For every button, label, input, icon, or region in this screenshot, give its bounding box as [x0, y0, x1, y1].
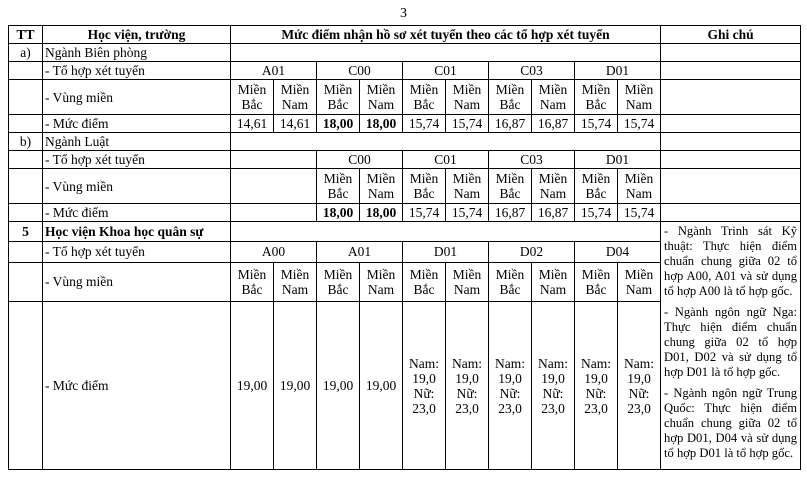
region-south: Miền Nam [274, 262, 317, 301]
score-nam: Nam: 19,0 [581, 355, 611, 386]
score-split-cell [489, 302, 532, 470]
note-item: - Ngành Trinh sát Kỹ thuật: Thực hiện điểm chuẩn chung giữa 02 tổ hợp A00, A01 và sử dụng tổ hợp A00 là tổ hợp gốc. [664, 224, 798, 298]
region-south: Miền Nam [360, 80, 403, 115]
score-cell: 15,74 [575, 204, 618, 222]
header-tt: TT [9, 26, 43, 44]
region-label: - Vùng miền [43, 262, 231, 301]
score-nam: Nam: 19,0 [452, 355, 482, 386]
score-cell: 14,61 [231, 115, 274, 133]
major-name: Ngành Luật [43, 133, 231, 151]
score-cell: 15,74 [446, 204, 489, 222]
header-score: Mức điểm nhận hồ sơ xét tuyển theo các tổ hợp xét tuyển [231, 26, 661, 44]
score-cell: 14,61 [274, 115, 317, 133]
score-nu: Nữ: 23,0 [412, 385, 436, 416]
combo-cell: C03 [489, 62, 575, 80]
score-split-cell [532, 302, 575, 470]
score-cell: 18,00 [360, 115, 403, 133]
header-note: Ghi chú [661, 26, 801, 44]
region-south: Miền Nam [274, 80, 317, 115]
page-number: 3 [400, 6, 407, 21]
region-south: Miền Nam [360, 262, 403, 301]
score-cell: 16,87 [489, 115, 532, 133]
combo-cell: D04 [575, 242, 661, 262]
region-north: Miền Bắc [403, 262, 446, 301]
score-split-cell [403, 302, 446, 470]
score-cell: 15,74 [618, 204, 661, 222]
score-cell: 15,74 [446, 115, 489, 133]
cell-tt: b) [9, 133, 43, 151]
region-south: Miền Nam [446, 169, 489, 204]
region-south: Miền Nam [618, 80, 661, 115]
row-b-score [9, 204, 801, 222]
notes-cell [661, 222, 801, 470]
score-cell: 19,00 [317, 302, 360, 470]
combo-cell: A01 [317, 242, 403, 262]
header-row [9, 26, 801, 44]
combo-cell: C00 [317, 151, 403, 169]
score-nam: Nam: 19,0 [495, 355, 525, 386]
combo-cell: D01 [403, 242, 489, 262]
row-b-region [9, 169, 801, 204]
row-a-score [9, 115, 801, 133]
cell-tt: 5 [9, 222, 43, 242]
combo-cell: A01 [231, 62, 317, 80]
score-cell: 15,74 [618, 115, 661, 133]
combo-cell: C03 [489, 151, 575, 169]
score-nam: Nam: 19,0 [409, 355, 439, 386]
region-north: Miền Bắc [317, 169, 360, 204]
combo-cell: A00 [231, 242, 317, 262]
school-name: Học viện Khoa học quân sự [43, 222, 231, 242]
region-north: Miền Bắc [231, 262, 274, 301]
score-cell: 19,00 [274, 302, 317, 470]
score-cell: 15,74 [403, 204, 446, 222]
row-a-combo [9, 62, 801, 80]
region-north: Miền Bắc [317, 80, 360, 115]
region-south: Miền Nam [532, 169, 575, 204]
combo-label: - Tổ hợp xét tuyển [43, 242, 231, 262]
score-cell: 16,87 [489, 204, 532, 222]
combo-label: - Tổ hợp xét tuyển [43, 62, 231, 80]
region-north: Miền Bắc [231, 80, 274, 115]
region-north: Miền Bắc [489, 80, 532, 115]
region-label: - Vùng miền [43, 169, 231, 204]
score-label: - Mức điểm [43, 302, 231, 470]
score-nu: Nữ: 23,0 [627, 385, 651, 416]
score-cell: 18,00 [317, 204, 360, 222]
region-south: Miền Nam [532, 262, 575, 301]
score-label: - Mức điểm [43, 204, 231, 222]
major-name: Ngành Biên phòng [43, 44, 231, 62]
region-north: Miền Bắc [575, 262, 618, 301]
region-south: Miền Nam [618, 262, 661, 301]
score-cell: 19,00 [360, 302, 403, 470]
combo-cell: D01 [575, 62, 661, 80]
region-south: Miền Nam [618, 169, 661, 204]
combo-cell: C01 [403, 151, 489, 169]
region-north: Miền Bắc [403, 80, 446, 115]
region-south: Miền Nam [446, 262, 489, 301]
score-split-cell [446, 302, 489, 470]
score-nu: Nữ: 23,0 [541, 385, 565, 416]
row-5-title [9, 222, 801, 242]
score-cell: 16,87 [532, 204, 575, 222]
score-split-cell [618, 302, 661, 470]
region-south: Miền Nam [360, 169, 403, 204]
region-north: Miền Bắc [403, 169, 446, 204]
row-a-title [9, 44, 801, 62]
note-item: - Ngành ngôn ngữ Nga: Thực hiện điểm chuẩn chung giữa 02 tổ hợp D01, D02 và sử dụng tổ hợp D01 là tổ hợp gốc. [664, 305, 798, 379]
combo-cell: C01 [403, 62, 489, 80]
combo-label: - Tổ hợp xét tuyển [43, 151, 231, 169]
score-nam: Nam: 19,0 [538, 355, 568, 386]
region-north: Miền Bắc [575, 80, 618, 115]
score-nu: Nữ: 23,0 [584, 385, 608, 416]
region-north: Miền Bắc [317, 262, 360, 301]
region-south: Miền Nam [532, 80, 575, 115]
score-cell: 15,74 [403, 115, 446, 133]
score-nu: Nữ: 23,0 [498, 385, 522, 416]
combo-cell: D02 [489, 242, 575, 262]
combo-cell: D01 [575, 151, 661, 169]
region-north: Miền Bắc [489, 169, 532, 204]
admission-score-table [8, 25, 801, 470]
combo-cell: C00 [317, 62, 403, 80]
score-cell: 15,74 [575, 115, 618, 133]
note-item: - Ngành ngôn ngữ Trung Quốc: Thực hiện điểm chuẩn chung giữa 02 tổ hợp D01, D04 và sử dụng tổ hợp D01 là tổ hợp gốc. [664, 386, 798, 460]
score-cell: 19,00 [231, 302, 274, 470]
row-b-combo [9, 151, 801, 169]
region-north: Miền Bắc [489, 262, 532, 301]
score-split-cell [575, 302, 618, 470]
score-cell: 16,87 [532, 115, 575, 133]
region-north: Miền Bắc [575, 169, 618, 204]
header-school: Học viện, trường [43, 26, 231, 44]
region-label: - Vùng miền [43, 80, 231, 115]
cell-tt: a) [9, 44, 43, 62]
region-south: Miền Nam [446, 80, 489, 115]
row-a-region [9, 80, 801, 115]
score-nu: Nữ: 23,0 [455, 385, 479, 416]
score-nam: Nam: 19,0 [624, 355, 654, 386]
row-b-title [9, 133, 801, 151]
score-cell: 18,00 [317, 115, 360, 133]
score-label: - Mức điểm [43, 115, 231, 133]
score-cell: 18,00 [360, 204, 403, 222]
